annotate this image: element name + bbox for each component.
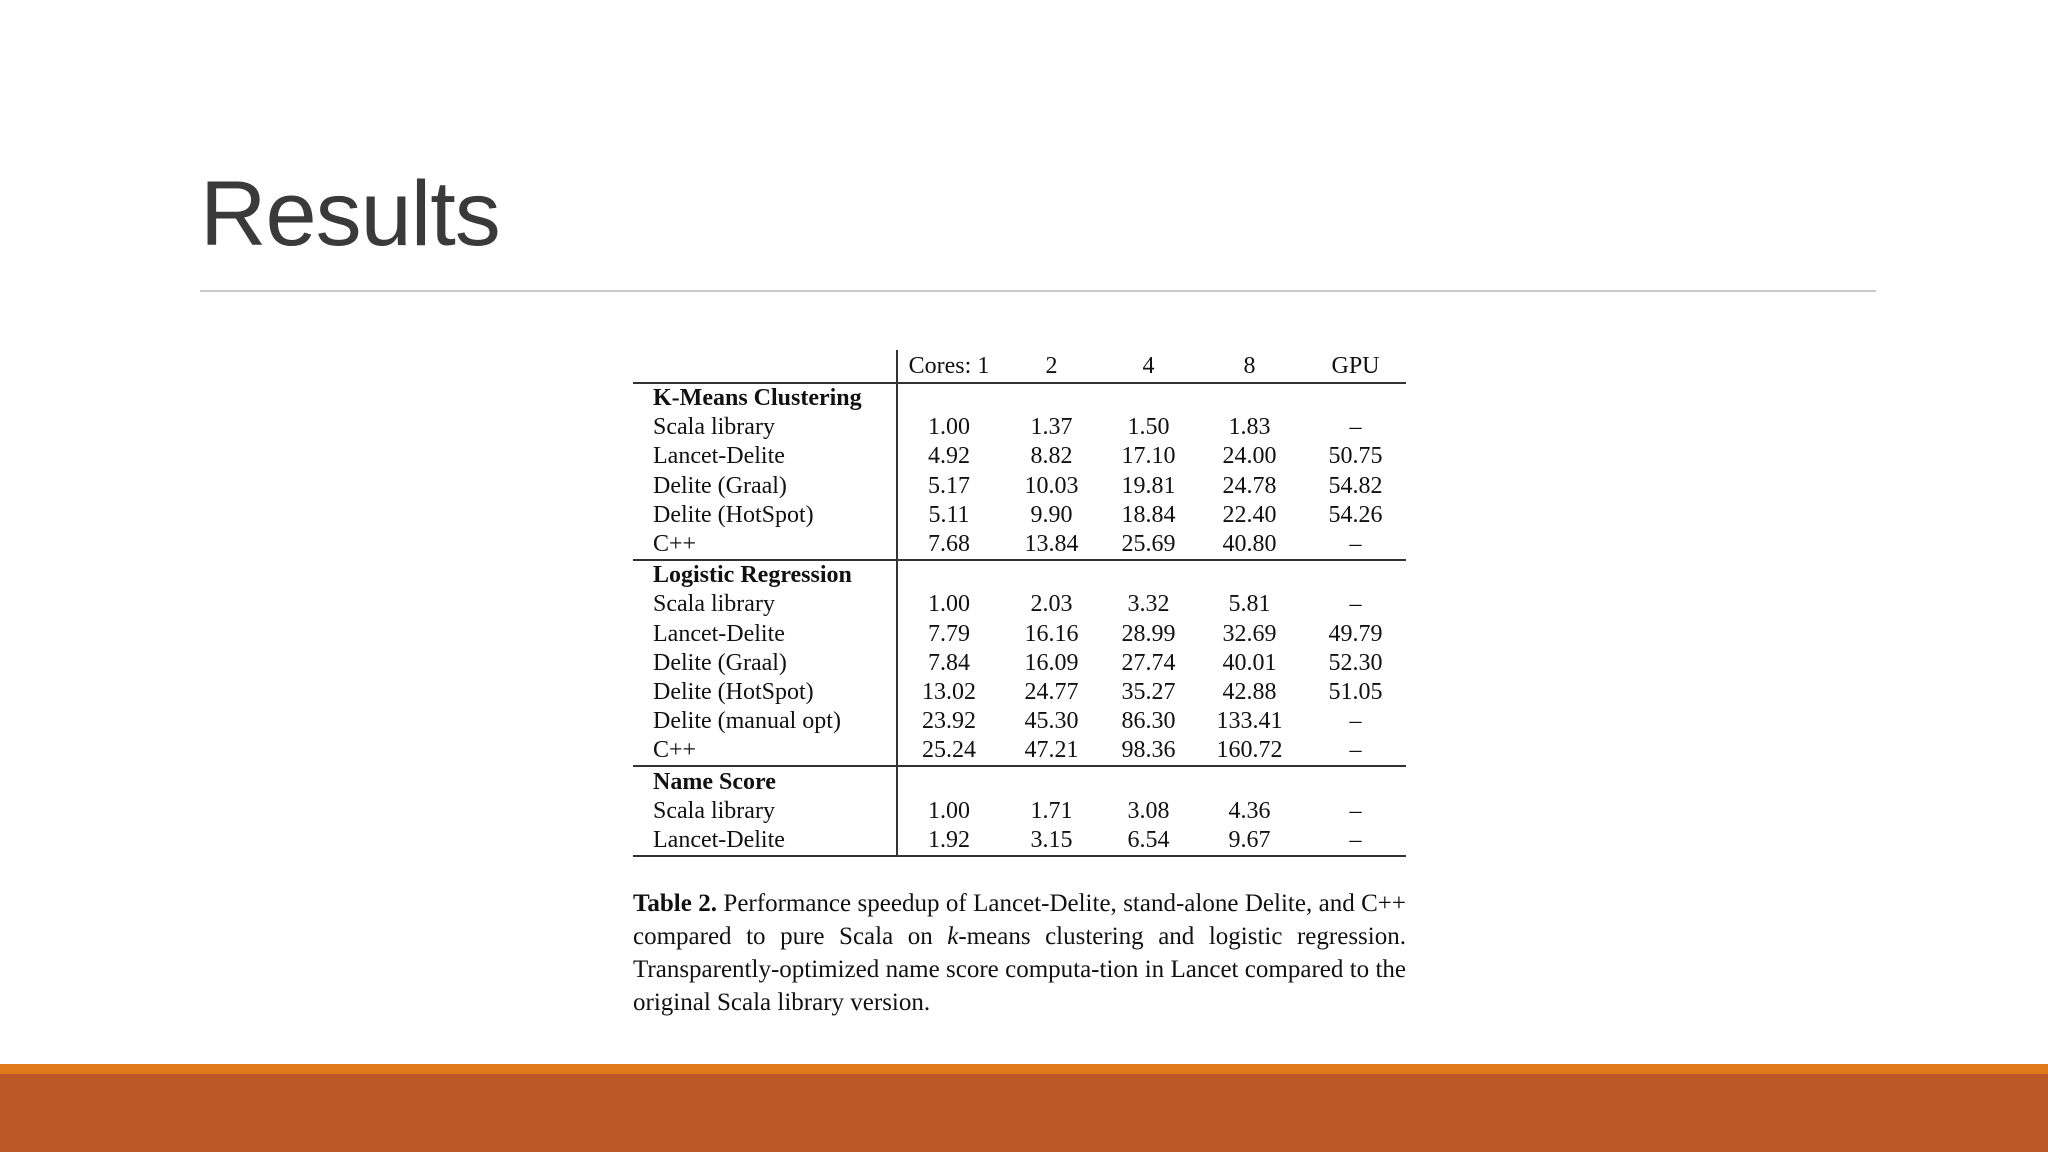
speedup-value-cell: 5.81	[1228, 591, 1271, 618]
results-table	[633, 350, 1406, 857]
column-header-gpu: GPU	[1305, 350, 1406, 383]
row-label: Lancet-Delite	[633, 442, 897, 471]
speedup-value-cell: –	[1349, 737, 1362, 764]
speedup-value-cell: 7.79	[928, 620, 970, 647]
table-row	[633, 590, 1406, 619]
row-label: Delite (Graal)	[633, 649, 897, 678]
speedup-value-cell: 1.37	[1030, 414, 1073, 441]
speedup-value-cell: 3.08	[1127, 797, 1170, 824]
speedup-value-cell: 23.92	[922, 708, 976, 735]
speedup-value-cell: 47.21	[1024, 737, 1079, 764]
speedup-value-cell: 50.75	[1328, 443, 1383, 470]
speedup-value-cell: 98.36	[1121, 737, 1176, 764]
speedup-value-cell: 42.88	[1222, 678, 1277, 705]
speedup-value-cell: 1.50	[1127, 414, 1170, 441]
speedup-value-cell: 25.69	[1121, 531, 1176, 558]
speedup-value-cell: 24.78	[1222, 472, 1277, 499]
speedup-value-cell: 13.84	[1024, 531, 1079, 558]
speedup-value-cell: 5.11	[928, 501, 970, 528]
speedup-value-cell: 160.72	[1216, 737, 1283, 764]
table-caption	[633, 887, 1406, 1019]
speedup-value-cell: 40.01	[1222, 649, 1277, 676]
table-row	[633, 530, 1406, 560]
speedup-value-cell: 54.82	[1328, 472, 1383, 499]
row-label: Scala library	[633, 413, 897, 442]
row-label: C++	[633, 530, 897, 560]
speedup-value-cell: 4.92	[928, 443, 970, 470]
column-header-cores-1: Cores: 1	[897, 350, 1000, 383]
empty-cell	[897, 560, 1000, 590]
table-row	[633, 649, 1406, 678]
empty-cell	[897, 383, 1000, 413]
speedup-value-cell: –	[1305, 826, 1406, 856]
speedup-value-cell: 133.41	[1216, 708, 1283, 735]
caption-text-after: -means clustering and logistic regression. Transparently-optimized name score computa-tion in Lancet compared to the original Scala library version.	[633, 923, 1406, 1016]
speedup-value-cell: 6.54	[1103, 826, 1194, 856]
speedup-value-cell: 17.10	[1121, 443, 1176, 470]
speedup-value-cell: 13.02	[922, 678, 976, 705]
footer-accent-stripe	[0, 1064, 2048, 1074]
speedup-value-cell: 86.30	[1121, 708, 1176, 735]
speedup-value-cell: 28.99	[1121, 620, 1176, 647]
speedup-value-cell: 2.03	[1030, 591, 1073, 618]
speedup-value-cell: 25.24	[922, 737, 976, 764]
speedup-value-cell: 7.68	[928, 531, 970, 558]
row-label: Delite (HotSpot)	[633, 678, 897, 707]
row-label: Scala library	[633, 797, 897, 826]
slide-title: Results	[200, 163, 500, 265]
empty-cell	[1194, 383, 1305, 413]
title-divider	[200, 290, 1876, 292]
speedup-value-cell: 22.40	[1222, 501, 1277, 528]
empty-cell	[1103, 560, 1194, 590]
speedup-value-cell: 1.92	[897, 826, 1000, 856]
speedup-value-cell: 7.84	[928, 649, 970, 676]
speedup-value-cell: 32.69	[1222, 620, 1277, 647]
table-row	[633, 472, 1406, 501]
row-label: Lancet-Delite	[633, 826, 897, 856]
speedup-value-cell: 1.00	[928, 797, 970, 824]
empty-cell	[897, 766, 1000, 796]
caption-text-before: Performance speedup of Lancet-Delite, stand-alone Delite, and C++ compared to pure Scala on	[633, 890, 1406, 950]
speedup-value-cell: 9.90	[1030, 501, 1073, 528]
results-figure	[633, 350, 1406, 1019]
section-header-row	[633, 766, 1406, 796]
speedup-value-cell: 19.81	[1121, 472, 1176, 499]
section-header-row	[633, 560, 1406, 590]
empty-cell	[1305, 383, 1406, 413]
speedup-value-cell: 9.67	[1194, 826, 1305, 856]
caption-italic-k: k	[947, 923, 959, 950]
row-label: C++	[633, 736, 897, 766]
empty-cell	[1000, 383, 1103, 413]
speedup-value-cell: 40.80	[1222, 531, 1277, 558]
speedup-value-cell: –	[1349, 797, 1362, 824]
empty-cell	[1194, 560, 1305, 590]
speedup-value-cell: 18.84	[1121, 501, 1176, 528]
speedup-value-cell: 45.30	[1024, 708, 1079, 735]
speedup-value-cell: 49.79	[1328, 620, 1383, 647]
column-header-cores-4: 4	[1103, 350, 1194, 383]
empty-cell	[1305, 560, 1406, 590]
speedup-value-cell: 10.03	[1024, 472, 1079, 499]
table-header-row	[633, 350, 1406, 383]
empty-cell	[1305, 766, 1406, 796]
table-row	[633, 442, 1406, 471]
row-label: Delite (Graal)	[633, 472, 897, 501]
section-header-row	[633, 383, 1406, 413]
speedup-value-cell: 3.32	[1127, 591, 1170, 618]
caption-label: Table 2.	[633, 890, 717, 917]
section-title: Name Score	[633, 766, 897, 796]
column-header-cores-2: 2	[1000, 350, 1103, 383]
speedup-value-cell: 16.16	[1024, 620, 1079, 647]
table-row	[633, 501, 1406, 530]
speedup-value-cell: 16.09	[1024, 649, 1079, 676]
speedup-value-cell: 1.71	[1030, 797, 1073, 824]
speedup-value-cell: –	[1349, 531, 1362, 558]
table-row	[633, 707, 1406, 736]
speedup-value-cell: 27.74	[1121, 649, 1176, 676]
speedup-value-cell: 5.17	[928, 472, 970, 499]
speedup-value-cell: 1.83	[1228, 414, 1271, 441]
speedup-value-cell: 4.36	[1228, 797, 1271, 824]
speedup-value-cell: 1.00	[928, 414, 970, 441]
speedup-value-cell: 51.05	[1328, 678, 1383, 705]
footer-bar	[0, 1074, 2048, 1152]
speedup-value-cell: 52.30	[1328, 649, 1383, 676]
table-row	[633, 797, 1406, 826]
row-label: Delite (HotSpot)	[633, 501, 897, 530]
speedup-value-cell: 8.82	[1030, 443, 1073, 470]
speedup-value-cell: 3.15	[1000, 826, 1103, 856]
empty-cell	[1000, 766, 1103, 796]
table-body	[633, 383, 1406, 856]
table-row	[633, 826, 1406, 856]
row-label: Lancet-Delite	[633, 620, 897, 649]
table-row	[633, 736, 1406, 766]
speedup-value-cell: –	[1349, 708, 1362, 735]
row-label: Delite (manual opt)	[633, 707, 897, 736]
column-header-cores-8: 8	[1194, 350, 1305, 383]
speedup-value-cell: 24.00	[1222, 443, 1277, 470]
speedup-value-cell: 54.26	[1328, 501, 1383, 528]
header-label-cell	[633, 350, 897, 383]
speedup-value-cell: –	[1349, 414, 1362, 441]
table-row	[633, 413, 1406, 442]
section-title: Logistic Regression	[633, 560, 897, 590]
speedup-value-cell: 24.77	[1024, 678, 1079, 705]
empty-cell	[1103, 766, 1194, 796]
row-label: Scala library	[633, 590, 897, 619]
table-row	[633, 620, 1406, 649]
table-row	[633, 678, 1406, 707]
speedup-value-cell: 35.27	[1121, 678, 1176, 705]
speedup-value-cell: –	[1349, 591, 1362, 618]
empty-cell	[1194, 766, 1305, 796]
section-title: K-Means Clustering	[633, 383, 897, 413]
empty-cell	[1000, 560, 1103, 590]
speedup-value-cell: 1.00	[928, 591, 970, 618]
empty-cell	[1103, 383, 1194, 413]
